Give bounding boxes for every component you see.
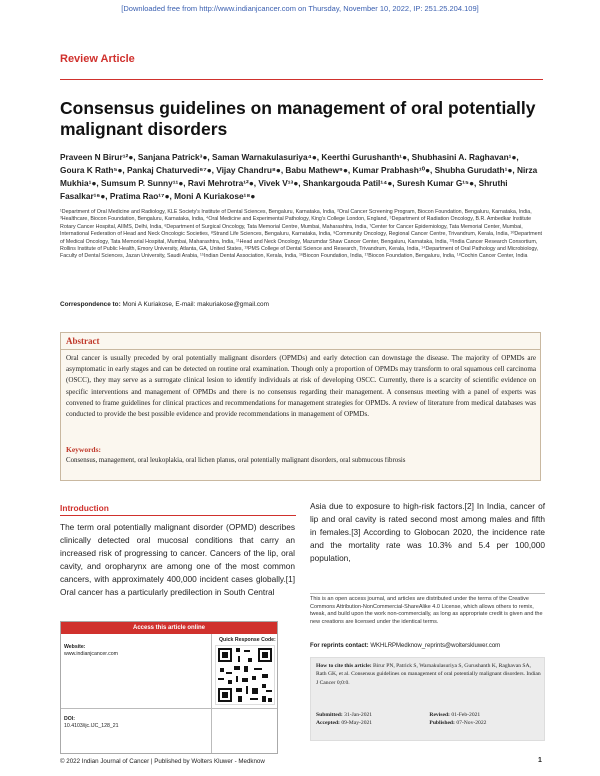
abstract-heading: Abstract <box>66 336 100 346</box>
abstract-box <box>60 332 541 481</box>
revised-date: 01-Feb-2021 <box>451 712 481 718</box>
page-number: 1 <box>538 757 542 764</box>
published-label: Published: <box>429 720 455 726</box>
submitted-label: Submitted: <box>316 712 343 718</box>
access-horizontal-divider <box>61 708 277 709</box>
citation-label: How to cite this article: <box>316 663 372 669</box>
reprints-label: For reprints contact: <box>310 643 369 649</box>
download-notice: [Downloaded free from http://www.indianjcancer.com on Thursday, November 10, 2022, IP: 251.25.204.109] <box>121 4 479 13</box>
affiliations: ¹Department of Oral Medicine and Radiology, KLE Society's Institute of Dental Sciences, Bengaluru, Karnataka, India, ²Oral Cancer Screening Program, Biocon Foundation, Bengaluru, Karnataka, India, ³Healthcare, Biocon Foundation, Bengaluru, Karnataka, India, ⁴Oral Medicine and Experimental Pathology, King's College London, England, ⁵Department of Radiation Oncology, B.R. Ambedkar Institute Rotary Cancer Hospital, AIIMS, Delhi, India, ⁶Department of Surgical Oncology, Tata Memorial Centre, Mumbai, Maharashtra, India, ⁷Center for Cancer Epidemiology, Tata Memorial Center, Mumbai, International Federation of Head and Neck Oncologic Societies, ⁸Strand Life Sciences, Bengaluru, Karnataka, India, ⁹Community Oncology, Regional Cancer Centre, Trivandrum, Kerala, India, ¹⁰Department of Medical Oncology, Tata Memorial Hospital, Mumbai, Maharashtra, India, ¹¹Head and Neck Oncology, Mazumdar Shaw Cancer Center, Bengaluru, Karnataka, India, ¹²India Cancer Research Consortium, Rollins Institute of Public Health, Emory University, Atlanta, GA, United States, ¹³PMS College of Dental Science and Research, Trivandrum, Kerala, India, ¹⁴Department of Oral Pathology and Microbiology, Faculty of Dental Sciences, Jazan University, Saudi Arabia, ¹⁵Indian Dental Association, Kerala, India, ¹⁶Biocon Foundation, India, ¹⁷Biocon Foundation, Bengaluru, India, ¹⁸Cochin Cancer Center, India <box>60 209 543 260</box>
correspondence-label: Correspondence to: <box>60 301 121 308</box>
open-access-notice: This is an open access journal, and articles are distributed under the terms of the Creative Commons Attribution-NonCommercial-ShareAlike 4.0 License, which allows others to remix, tweak, and build upon the work non-commercially, as long as appropriate credit is given and the new creations are licensed under the identical terms. <box>310 593 545 626</box>
doi-value[interactable]: 10.4103/ijc.IJC_128_21 <box>64 723 119 729</box>
website-link[interactable]: www.indianjcancer.com <box>64 651 118 657</box>
doi-row <box>64 716 119 730</box>
reprints-email[interactable]: WKHLRPMedknow_reprints@wolterskluwer.com <box>370 643 501 649</box>
access-vertical-divider <box>211 634 212 753</box>
citation-text <box>316 662 541 687</box>
accepted-label: Accepted: <box>316 720 340 726</box>
correspondence <box>60 301 269 308</box>
article-dates <box>316 711 541 727</box>
reprints-contact <box>310 643 500 649</box>
doi-label: DOI: <box>64 716 75 722</box>
introduction-divider <box>60 515 296 516</box>
qr-code-icon[interactable] <box>215 645 275 705</box>
website-label: Website: <box>64 644 86 650</box>
access-heading: Access this article online <box>61 622 277 634</box>
keywords-heading: Keywords: <box>66 445 101 454</box>
website-row <box>64 644 118 658</box>
revised-label: Revised: <box>429 712 450 718</box>
accepted-date: 09-May-2021 <box>341 720 373 726</box>
introduction-column-1: The term oral potentially malignant disorder (OPMD) describes clinically detected oral mucosal conditions that carry an increased risk of progressing to cancer. Cancers of the lip, oral cavity, and oropharynx are among one of the most common cancers, with approximately 400,000 incident cases globally.[1] Oral cancer has a particularly predilection in South Central <box>60 522 295 597</box>
abstract-divider <box>61 349 540 350</box>
citation-value: Birur PN, Patrick S, Warnakulasuriya S, Gurushanth K, Raghavan SA, Rath GK, et al. Consensus guidelines on management of oral potentially malignant disorders. Indian J Cancer 0;0:0. <box>316 663 541 686</box>
qr-label: Quick Response Code: <box>219 637 276 643</box>
citation-box <box>310 657 545 741</box>
keywords: Consensus, management, oral leukoplakia, oral lichen planus, oral potentially malignant disorders, oral submucous fibrosis <box>66 457 406 464</box>
introduction-heading: Introduction <box>60 503 109 513</box>
submitted-date: 31-Jan-2021 <box>344 712 373 718</box>
section-label: Review Article <box>60 53 135 65</box>
header-divider <box>60 79 543 80</box>
introduction-column-2: Asia due to exposure to high-risk factors.[2] In India, cancer of lip and oral cavity is rated second most among males and fifth in females.[3] According to Globocan 2020, the incidence rate and the mortality rate was 10.3% and 5.4 per 100,000 population, <box>310 501 545 563</box>
author-list: Praveen N Birur¹²●, Sanjana Patrick³●, Saman Warnakulasuriya⁴●, Keerthi Gurushanth¹●, Shubhasini A. Raghavan¹●, Goura K Rath⁵●, Pankaj Chaturvedi⁶⁷●, Vijay Chandru⁸●, Babu Mathew⁹●, Kumar Prabhash¹⁰●, Shubha Gurudath¹●, Nirza Mukhia¹●, Sumsum P. Sunny¹¹●, Ravi Mehrotra¹²●, Vivek V¹³●, Shankargouda Patil¹⁴●, Suresh Kumar G¹⁵●, Shruthi Fasalkar¹⁶●, Pratima Rao¹⁷●, Moni A Kuriakose¹⁸● <box>60 152 538 201</box>
page-footer: © 2022 Indian Journal of Cancer | Published by Wolters Kluwer - Medknow <box>60 758 265 765</box>
published-date: 07-Nov-2022 <box>456 720 487 726</box>
access-online-box <box>60 621 278 754</box>
article-title: Consensus guidelines on management of oral potentially malignant disorders <box>60 98 536 139</box>
abstract-body: Oral cancer is usually preceded by oral potentially malignant disorders (OPMDs) and early detection can downstage the disease. The majority of OPMDs are asymptomatic in early stages and can be detected on routine oral examination. Though only a proportion of OPMDs may transform to oral squamous cell carcinoma (OSCC), they may serve as a surrogate clinical lesion to identify individuals at risk of developing OSCC. Currently, there is a scarcity of scientific evidence on specific interventions and management of OPMDs and there is no consensus regarding their management. A consensus meeting with a panel of experts was convened to frame guidelines for clinical practices and recommendations for management strategies for OPMDs. A review of literature from medical databases was conducted to provide the best possible evidence and provide recommendations in management of OPMDs. <box>66 354 536 419</box>
correspondence-value: Moni A Kuriakose, E-mail: makuriakose@gmail.com <box>122 301 269 308</box>
